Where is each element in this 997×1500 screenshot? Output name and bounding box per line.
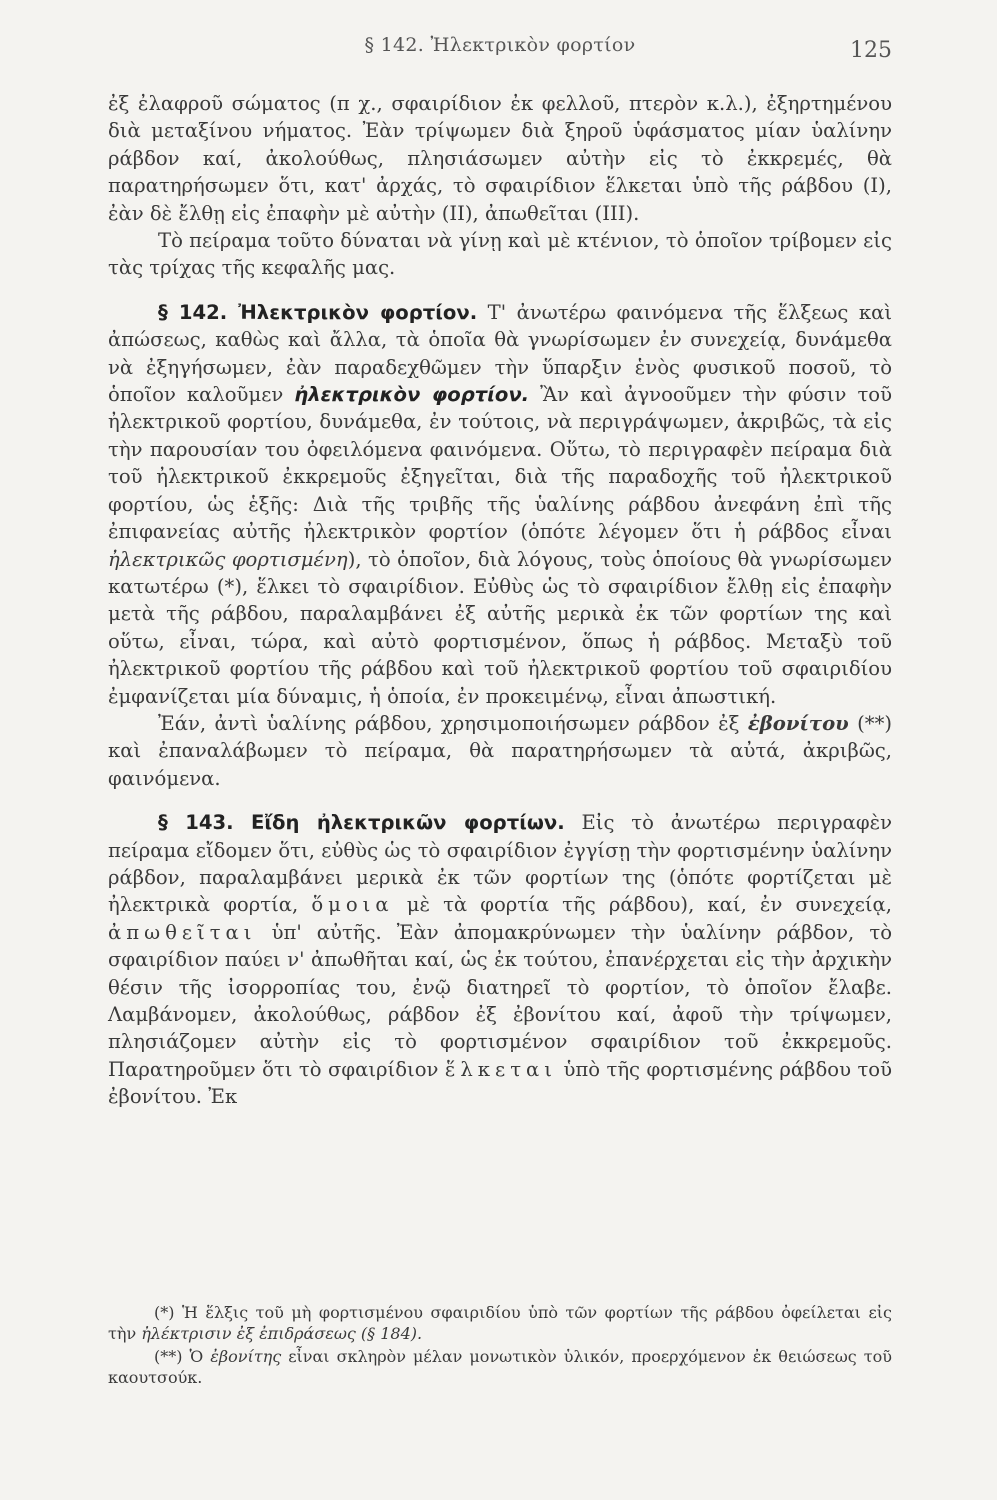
section-143-text-2: μὲ τὰ φορτία τῆς ράβδου), καί, ἐν συνεχείᾳ, <box>406 893 892 917</box>
ebonite-text-2: (**) καὶ ἐπαναλάβωμεν τὸ πείραμα, θὰ παρατηρήσωμεν τὰ αὐτά, ἀκριβῶς, φαινόμενα. <box>108 711 893 790</box>
page-header <box>108 34 892 74</box>
section-143-text-4: ὑπὸ τῆς φορτισμένης ράβδου τοῦ ἐβονίτου. Ἐκ <box>108 1057 892 1109</box>
body-text <box>108 90 892 1111</box>
term-electric-charge: ἠλεκτρικὸν φορτίον. <box>294 383 530 407</box>
section-143-heading: § 143. Εἴδη ἠλεκτρικῶν φορτίων. <box>158 811 565 835</box>
paragraph-comb-experiment: Τὸ πείραμα τοῦτο δύναται νὰ γίνῃ καὶ μὲ κτένιον, τὸ ὁποῖον τρίβομεν εἰς τὰς τρίχας τῆς κεφαλῆς μας. <box>108 229 892 280</box>
footnote-1 <box>108 1302 892 1344</box>
term-electrically-charged: ἠλεκτρικῶς φορτισμένη <box>108 547 348 571</box>
running-head: § 142. Ἠλεκτρικὸν φορτίον <box>364 34 636 56</box>
section-142 <box>108 299 892 710</box>
footnote-2-term: ἐβονίτης <box>210 1347 282 1366</box>
page-number: 125 <box>850 38 892 63</box>
paragraph-ebonite <box>108 710 892 792</box>
ebonite-text-1: Ἐάν, ἀντὶ ὑαλίνης ράβδου, χρησιμοποιήσωμεν ράβδον ἐξ <box>158 711 740 735</box>
section-143 <box>108 809 892 1110</box>
paragraph-continuation: ἐξ ἐλαφροῦ σώματος (π χ., σφαιρίδιον ἐκ φελλοῦ, πτερὸν κ.λ.), ἐξηρτημένου διὰ μεταξίνου νήματος. Ἐὰν τρίψωμεν διὰ ξηροῦ ὑφάσματος μίαν ὑαλίνην ράβδον καί, ἀκολούθως, πλησιάσωμεν αὐτὴν εἰς τὸ ἐκκρεμές, θὰ παρατηρήσωμεν ὅτι, κατ' ἀρχάς, τὸ σφαιρίδιον ἕλκεται ὑπὸ τῆς ράβδου (I), ἐὰν δὲ ἔλθῃ εἰς ἐπαφὴν μὲ αὐτὴν (II), ἀπωθεῖται (III). <box>108 92 892 225</box>
footnote-1-text: (*) Ἡ ἕλξις τοῦ μὴ φορτισμένου σφαιριδίου ὑπὸ τῶν φορτίων τῆς ράβδου ὀφείλεται εἰς τὴν <box>108 1303 892 1343</box>
section-143-text-1: Εἰς τὸ ἀνωτέρω περιγραφὲν πείραμα εἴδομεν ὅτι, εὐθὺς ὡς τὸ σφαιρίδιον ἐγγίσῃ τὴν φορτισμένην ὑαλίνην ράβδον, παραλαμβάνει μερικὰ ἐκ τῶν φορτίων της (ὁπότε φορτίζεται μὲ ἠλεκτρικὰ φορτία, <box>108 811 892 917</box>
footnotes <box>108 1302 892 1390</box>
footnote-1-term: ἠλέκτρισιν ἐξ ἐπιδράσεως (§ 184). <box>141 1324 423 1343</box>
section-142-text-1: Τ' ἀνωτέρω φαινόμενα τῆς ἕλξεως καὶ ἀπώσεως, καθὼς καὶ ἄλλα, τὰ ὁποῖα θὰ γνωρίσωμεν ἐν συνεχείᾳ, δυνάμεθα νὰ ἐξηγήσωμεν, ἐὰν παραδεχθῶμεν τὴν ὕπαρξιν ἑνὸς φυσικοῦ ποσοῦ, τὸ ὁποῖον καλοῦμεν <box>108 300 892 407</box>
section-143-text-3: ὑπ' αὐτῆς. Ἐὰν ἀπομακρύνωμεν τὴν ὑαλίνην ράβδον, τὸ σφαιρίδιον παύει ν' ἀπωθῆται καί, ὡς ἐκ τούτου, ἐπανέρχεται εἰς τὴν ἀρχικὴν θέσιν τῆς ἰσορροπίας του, ἐνῷ διατηρεῖ τὸ φορτίον, τὸ ὁποῖον ἔλαβε. Λαμβάνομεν, ἀκολούθως, ράβδον ἐξ ἐβονίτου καί, ἀφοῦ τὴν τρίψωμεν, πλησιάζομεν αὐτὴν εἰς τὸ φορτισμένον σφαιρίδιον τοῦ ἐκκρεμοῦς. Παρατηροῦμεν ὅτι τὸ σφαιρίδιον <box>108 920 892 1081</box>
footnote-2 <box>108 1346 892 1388</box>
footnote-2-text-2: εἶναι σκληρὸν μέλαν μονωτικὸν ὑλικόν, προερχόμενον ἐκ θειώσεως τοῦ καουτσούκ. <box>108 1347 893 1387</box>
spaced-word-attracted: ἕλκεται <box>444 1057 557 1081</box>
footnote-2-text-1: (**) Ὁ <box>154 1347 204 1366</box>
section-142-heading: § 142. Ἠλεκτρικὸν φορτίον. <box>158 300 478 324</box>
term-ebonite: ἐβονίτου <box>747 711 849 735</box>
section-142-text-2: Ἂν καὶ ἀγνοοῦμεν τὴν φύσιν τοῦ ἠλεκτρικοῦ φορτίου, δυνάμεθα, ἐν τούτοις, νὰ περιγράψωμεν, ἀκριβῶς, τὰ εἰς τὴν παρουσίαν του ὀφειλόμενα φαινόμενα. Οὕτω, τὸ περιγραφὲν πείραμα διὰ τοῦ ἠλεκτρικοῦ ἐκκρεμοῦς ἐξηγεῖται, διὰ τῆς παραδοχῆς τοῦ ἠλεκτρικοῦ φορτίου, ὡς ἑξῆς: Διὰ τῆς τριβῆς τῆς ὑαλίνης ράβδου ἀνεφάνη ἐπὶ τῆς ἐπιφανείας αὐτῆς ἠλεκτρικὸν φορτίον (ὁπότε λέγομεν ὅτι ἡ ράβδος εἶναι <box>108 383 893 544</box>
spaced-word-repelled: ἀπωθεῖται <box>108 920 257 944</box>
spaced-word-similar: ὅμοια <box>311 893 394 917</box>
section-142-text-3: ), τὸ ὁποῖον, διὰ λόγους, τοὺς ὁποίους θὰ γνωρίσωμεν κατωτέρω (*), ἕλκει τὸ σφαιρίδιον. Εὐθὺς ὡς τὸ σφαιρίδιον ἔλθῃ εἰς ἐπαφὴν μετὰ τῆς ράβδου, παραλαμβάνει ἐξ αὐτῆς μερικὰ ἐκ τῶν φορτίων της καὶ οὕτω, εἶναι, τώρα, καὶ αὐτὸ φορτισμένον, ὅπως ἡ ράβδος. Μεταξὺ τοῦ ἠλεκτρικοῦ φορτίου τῆς ράβδου καὶ τοῦ ἠλεκτρικοῦ φορτίου τοῦ σφαιριδίου ἐμφανίζεται μία δύναμις, ἡ ὁποία, ἐν προκειμένῳ, εἶναι ἀπωστική. <box>108 547 893 708</box>
